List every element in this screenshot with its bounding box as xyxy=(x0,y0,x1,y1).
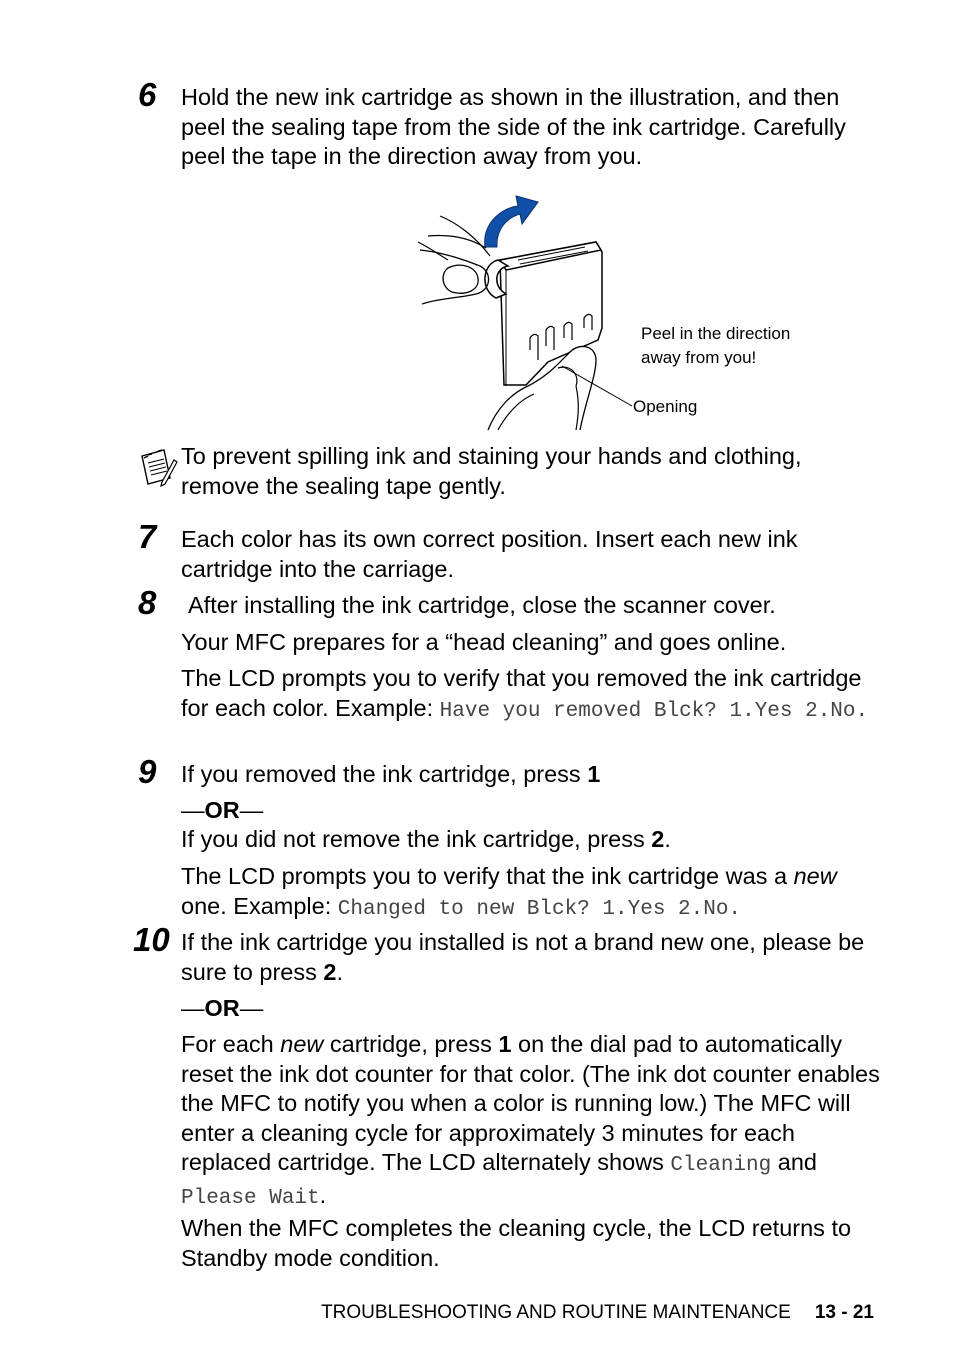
or-word: OR xyxy=(204,995,240,1021)
lcd-message-cleaning: Cleaning xyxy=(670,1154,772,1177)
lcd-message-changed: Changed to new Blck? 1.Yes 2.No. xyxy=(337,897,742,921)
or-dash-left: — xyxy=(181,797,205,823)
step-8-p3-text: The LCD prompts you to verify that you removed the ink cartridge for each color. Example: xyxy=(181,665,862,721)
cartridge-illustration xyxy=(400,190,660,435)
page-number: 13 - 21 xyxy=(814,1302,874,1323)
or-dash-right: — xyxy=(239,995,264,1021)
note-pad-icon xyxy=(138,446,178,488)
step-10-paragraph-3: When the MFC completes the cleaning cycle, the LCD returns to Standby mode condition. xyxy=(181,1215,852,1271)
callout-peel-label: Peel in the direction away from you! xyxy=(641,324,791,367)
step-10-paragraph-2 xyxy=(181,1030,881,1213)
note-text: To prevent spilling ink and staining your hands and clothing, remove the sealing tape gently. xyxy=(181,443,802,499)
step-10-p2-end: . xyxy=(319,1181,327,1208)
lcd-message-please-wait: Please Wait xyxy=(181,1186,320,1210)
step-10-p2-a: For each xyxy=(181,1031,281,1057)
step-9-or-separator xyxy=(181,796,263,826)
step-10-paragraph-1 xyxy=(181,928,881,987)
page-footer xyxy=(321,1302,874,1324)
step-9-paragraph-3 xyxy=(181,862,881,924)
key-2: 2 xyxy=(651,826,665,852)
step-8-paragraph-2: Your MFC prepares for a “head cleaning” and goes online. xyxy=(181,629,787,655)
step-number-10: 10 xyxy=(133,921,170,958)
key-1: 1 xyxy=(498,1031,512,1057)
step-number-6: 6 xyxy=(138,76,157,113)
step-9-paragraph-1 xyxy=(181,760,871,790)
or-dash-right: — xyxy=(239,797,264,823)
step-10-p2-c: on the dial pad to automatically reset the ink dot counter for that color. (The ink dot counter enables the MFC to notify you when a color is running low.) The MFC will enter a cleaning cycle for approximately 3 minutes for each replaced cartridge. The LCD alternately shows xyxy=(181,1031,880,1175)
step-number-8: 8 xyxy=(138,584,157,621)
step-10-or-separator xyxy=(181,994,263,1024)
step-9-p1-text: If you removed the ink cartridge, press xyxy=(181,761,588,787)
key-1: 1 xyxy=(587,761,601,787)
step-10-p2-and: and xyxy=(771,1149,817,1175)
key-2: 2 xyxy=(323,958,337,985)
step-6-text: Hold the new ink cartridge as shown in the illustration, and then peel the sealing tape from the side of the ink cartridge. Carefully peel the tape in the direction away from you. xyxy=(181,84,846,169)
step-10-p1-text: If the ink cartridge you installed is not a brand new one, please be sure to press xyxy=(181,929,865,985)
step-number-7: 7 xyxy=(138,518,157,555)
step-10-p2-b: cartridge, press xyxy=(323,1031,499,1057)
emphasis-new: new xyxy=(280,1031,324,1057)
step-9-p3-mid: one. Example: xyxy=(181,892,338,919)
step-9-p2-end: . xyxy=(664,826,671,852)
callout-opening-label: Opening xyxy=(633,397,698,416)
step-9-p3-text: The LCD prompts you to verify that the ink cartridge was a xyxy=(181,863,794,889)
footer-section-title: TROUBLESHOOTING AND ROUTINE MAINTENANCE xyxy=(321,1302,791,1323)
step-8-paragraph-3 xyxy=(181,664,881,726)
or-word: OR xyxy=(204,797,240,823)
emphasis-new: new xyxy=(793,863,837,889)
step-10-p1-end: . xyxy=(336,958,343,985)
lcd-message-removed: Have you removed Blck? 1.Yes 2.No. xyxy=(439,699,869,723)
step-8-text: After installing the ink cartridge, close the scanner cover. xyxy=(188,592,776,618)
step-9-p2-text: If you did not remove the ink cartridge, press xyxy=(181,826,652,852)
step-7-text: Each color has its own correct position. Insert each new ink cartridge into the carriage. xyxy=(181,526,798,582)
step-number-9: 9 xyxy=(138,753,157,790)
or-dash-left: — xyxy=(181,995,205,1021)
step-9-paragraph-2 xyxy=(181,825,871,855)
